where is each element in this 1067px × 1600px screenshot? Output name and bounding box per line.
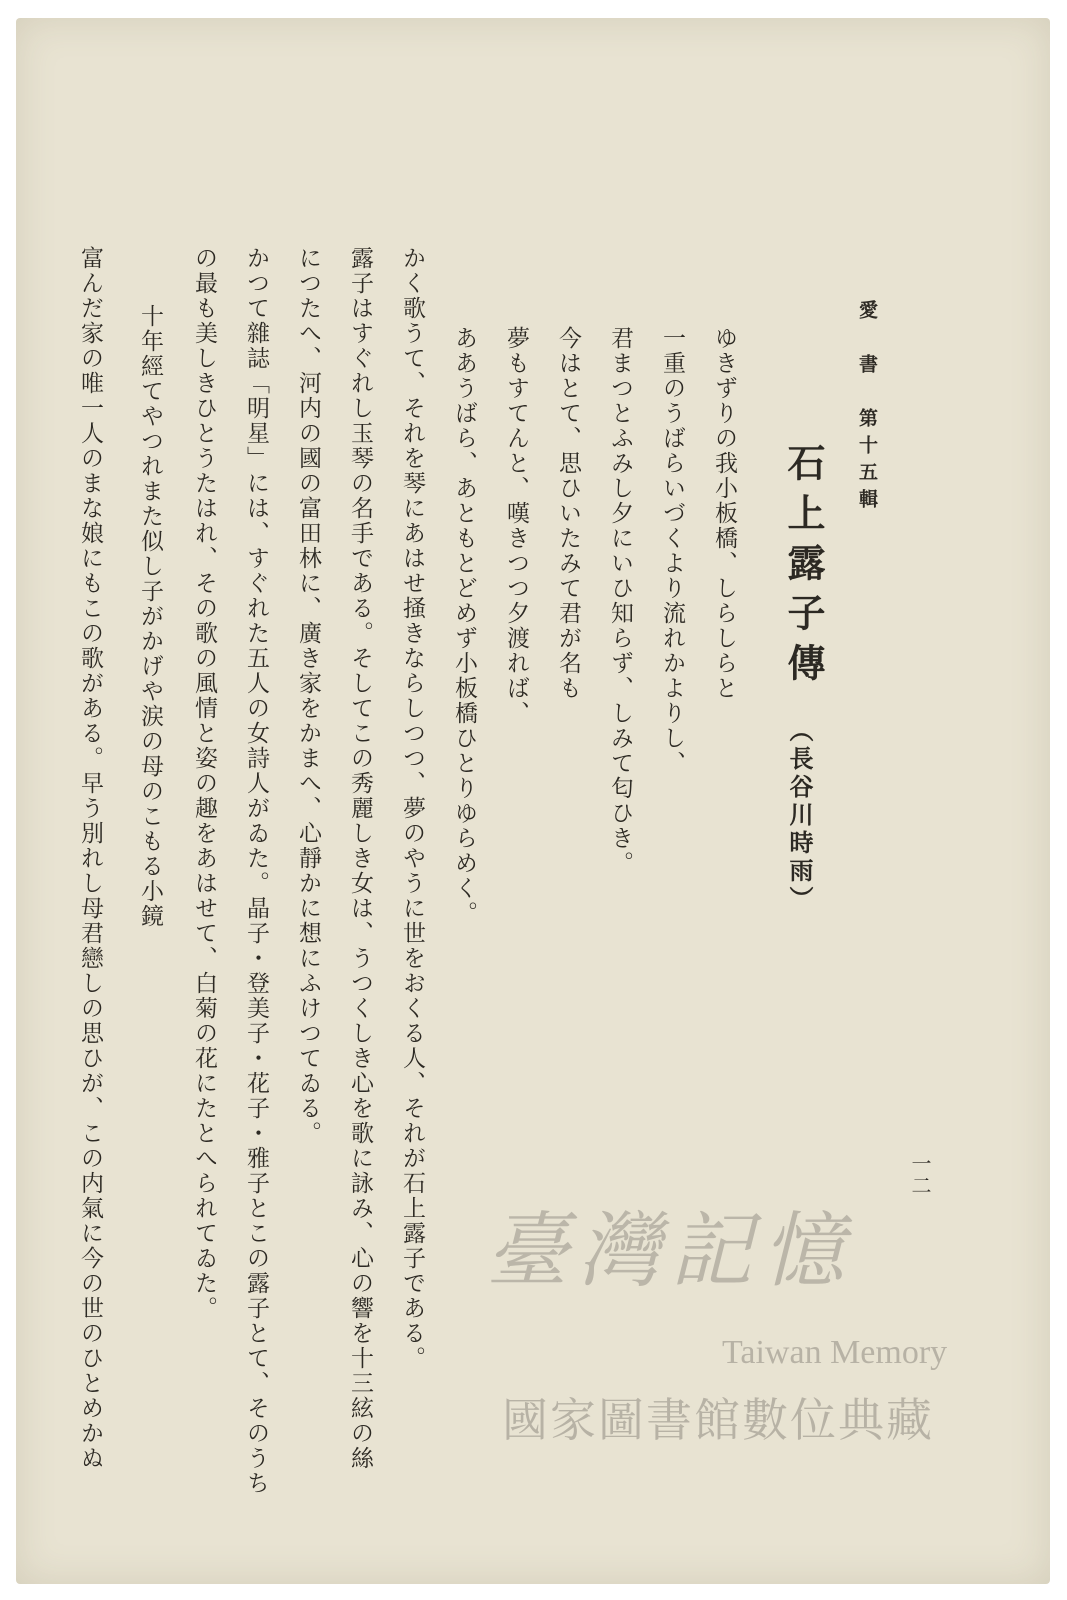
poem-line: ああうばら、あともとどめず小板橋ひとりゆらめく。 [451,326,477,926]
article-author: （長谷川時雨） [785,718,814,914]
body-line: 富んだ家の唯一人のまな娘にもこの歌がある。早う別れし母君戀しの思ひが、この内氣に今の世のひとめかぬ [77,246,103,1471]
poem-line: 今はとて、思ひいたみて君が名も [555,326,581,701]
article-title: 石上露子傳 [781,443,826,693]
poem-line: 夢もすてんと、嘆きつつ夕渡れば、 [503,326,529,726]
body-line: 露子はすぐれし玉琴の名手である。そしてこの秀麗しき女は、うつくしき心を歌に詠み、心の響を十三絃の絲 [347,246,373,1471]
quoted-poem-line: 十年經てやつれまた似し子がかげや涙の母のこもる小鏡 [137,304,163,929]
running-title: 愛 書 第十五輯 [856,300,878,516]
watermark-title: 臺灣記憶 [486,1204,854,1299]
body-line: かつて雜誌「明星」には、すぐれた五人の女詩人がゐた。晶子・登美子・花子・雅子とこの露子とて、そのうち [243,246,269,1496]
body-line: かく歌うて、それを琴にあはせ掻きならしつつ、夢のやうに世をおくる人、それが石上露子である。 [399,246,425,1371]
body-line: につたへ、河内の國の富田林に、廣き家をかまへ、心靜かに想にふけつてゐる。 [295,246,321,1146]
poem-line: 一重のうばらいづくより流れかよりし、 [659,326,685,776]
poem-line: ゆきずりの我小板橋、しらしらと [711,326,737,701]
watermark-english: Taiwan Memory [722,1334,948,1371]
page-number: 一二 [908,1153,932,1197]
watermark-institution: 國家圖書館數位典藏 [502,1393,934,1447]
poem-line: 君まつとふみし夕にいひ知らず、しみて匂ひき。 [607,326,633,876]
body-line: の最も美しきひとうたはれ、その歌の風情と姿の趣をあはせて、白菊の花にたとへられてゐた。 [191,246,217,1321]
book-page [16,18,1050,1584]
